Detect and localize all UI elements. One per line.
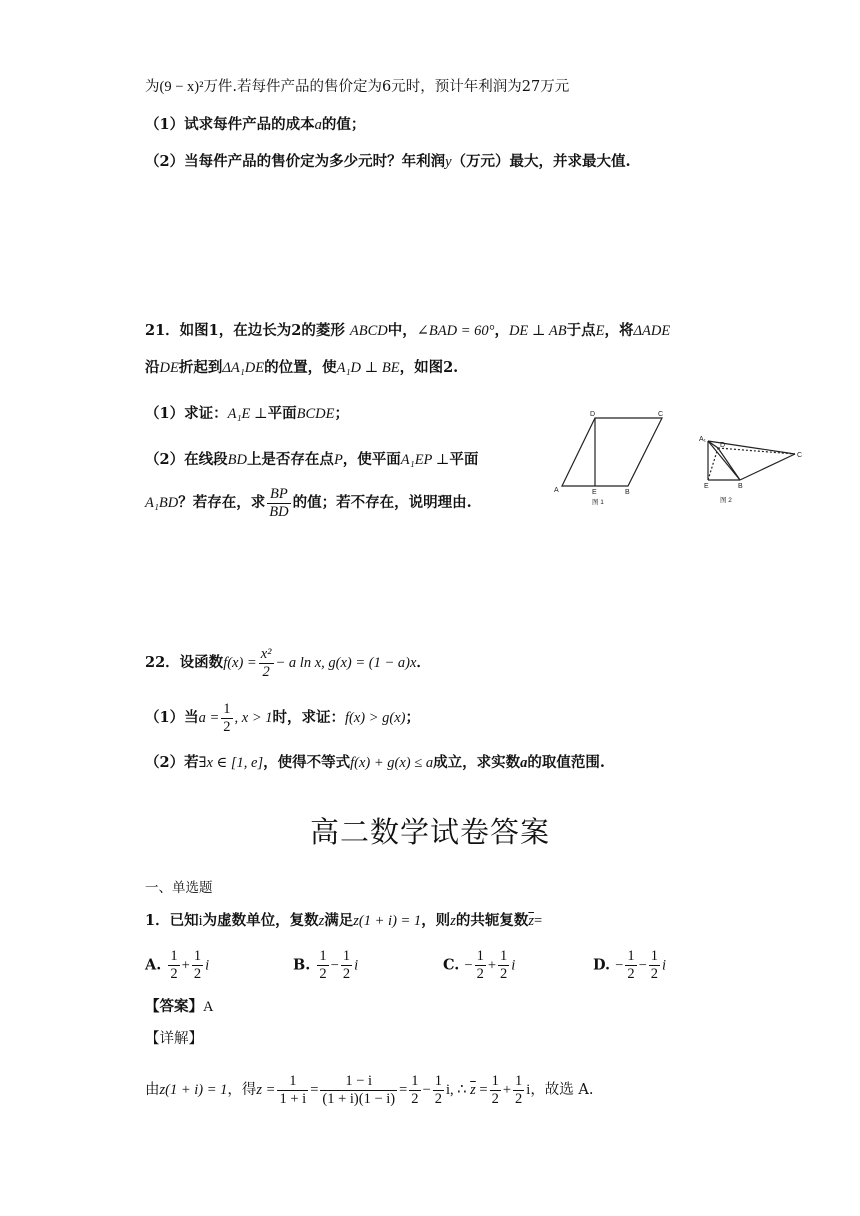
text: （2）在线段	[145, 451, 228, 468]
text: 1．已知	[145, 912, 199, 929]
operator: −	[330, 957, 339, 974]
numerator: 1	[491, 1072, 499, 1089]
math: A₁D ⊥ BE	[336, 360, 400, 376]
fraction	[625, 948, 636, 983]
q1-stem	[145, 910, 542, 932]
denominator: 2	[319, 966, 327, 982]
numerator: BP	[267, 486, 290, 504]
numerator: x²	[260, 645, 272, 662]
numerator: 1	[193, 948, 202, 964]
sign: −	[464, 957, 473, 974]
numerator: 1	[170, 948, 178, 964]
segment-dc	[718, 448, 795, 454]
math: =	[399, 1082, 408, 1098]
q20-part2	[145, 151, 631, 173]
label-e: E	[592, 489, 597, 496]
label-c2: C	[797, 452, 803, 459]
text: 由	[145, 1082, 160, 1098]
math: DE ⊥ AB	[508, 323, 567, 339]
denominator: 2	[500, 966, 508, 982]
denominator: 2	[411, 1090, 419, 1107]
math: ΔADE	[633, 323, 671, 339]
math: A₁EP ⊥	[400, 452, 450, 468]
label-b: B	[625, 489, 630, 496]
q21-part1	[145, 403, 349, 425]
numerator: 1	[411, 1072, 419, 1089]
imag-unit: i	[511, 957, 516, 974]
label-e2: E	[704, 483, 709, 490]
text: ，故选 A.	[530, 1082, 594, 1098]
text: （1）当	[145, 709, 199, 726]
denominator: 2	[342, 966, 351, 982]
text: 的取值范围.	[527, 754, 605, 771]
math: z =	[256, 1082, 276, 1098]
text: 沿	[145, 359, 160, 376]
math: $\overline{z}$	[470, 1082, 476, 1098]
figure-1	[562, 418, 662, 486]
text: 万件.若每件产品的售价定为6元时，预计年利润为27万元	[203, 79, 570, 95]
fraction	[433, 1073, 444, 1108]
denominator: 1 + i	[279, 1090, 307, 1107]
text: 成立，求实数	[433, 754, 521, 771]
operator: +	[487, 957, 497, 974]
math: ∠BAD = 60°	[416, 323, 495, 339]
fig2-caption: 图 2	[720, 497, 732, 504]
math: a	[520, 755, 528, 771]
math: −	[422, 1082, 431, 1098]
math: ∃x ∈ [1, e]	[198, 755, 264, 771]
denominator: 2	[627, 966, 635, 982]
math: z	[318, 913, 325, 929]
label-b2: B	[738, 483, 743, 490]
fraction	[498, 948, 509, 983]
denominator: 2	[170, 966, 178, 982]
text: 满足	[324, 912, 354, 929]
q21-line1	[145, 320, 670, 342]
q21-part2-cont	[145, 483, 472, 523]
detail-label: 【详解】	[145, 1031, 203, 1047]
text: ，使得不等式	[263, 754, 351, 771]
math: , x > 1	[234, 710, 273, 726]
text: 时，求证：	[272, 709, 345, 726]
imag-unit: i	[354, 957, 359, 974]
math-var: y	[445, 154, 452, 170]
fraction-1-2	[221, 701, 232, 736]
text: 为虚数单位，复数	[202, 912, 319, 929]
text: 平面	[267, 405, 297, 422]
operator: −	[638, 957, 647, 974]
fraction	[490, 1073, 501, 1108]
fraction	[513, 1073, 524, 1108]
math: ΔA₁DE	[222, 360, 265, 376]
math: − a ln x, g(x) = (1 − a)x	[275, 655, 417, 671]
math: z(1 + i) = 1	[159, 1082, 228, 1098]
label-a1: A₁	[699, 436, 707, 443]
text: （1）求证：	[145, 405, 228, 422]
option-b[interactable]	[293, 948, 358, 983]
math: i	[526, 1082, 531, 1098]
option-a[interactable]	[145, 948, 209, 983]
option-label: A.	[145, 956, 162, 974]
numerator: 1	[277, 1073, 308, 1091]
math: E	[595, 323, 605, 339]
denominator: 2	[491, 1090, 499, 1107]
math: =	[534, 913, 543, 929]
q20-part1	[145, 114, 365, 136]
text: 21．如图1，在边长为2的菱形	[145, 322, 345, 339]
math: f(x) > g(x)	[345, 710, 406, 726]
math: ABCD	[349, 323, 388, 339]
math: =	[310, 1082, 319, 1098]
label-a: A	[554, 487, 559, 494]
denominator: (1 + i)(1 − i)	[322, 1090, 396, 1107]
option-label: C.	[443, 956, 460, 974]
text: （1）试求每件产品的成本	[145, 116, 315, 133]
text: 的值；	[321, 116, 366, 133]
numerator: 1	[500, 948, 508, 964]
math: f(x) =	[223, 655, 257, 671]
answer-value: A	[203, 999, 214, 1015]
q21-part2	[145, 449, 478, 471]
denominator: 2	[434, 1090, 442, 1107]
fraction	[317, 948, 328, 983]
denominator: 2	[262, 663, 270, 680]
numerator: 1	[342, 948, 351, 964]
math-expr: (9 − x)²	[159, 79, 204, 95]
fraction-x2-2	[259, 646, 274, 681]
answer-title: 高二数学试卷答案	[309, 815, 550, 849]
numerator: 1	[476, 948, 484, 964]
text: ．	[416, 654, 431, 671]
text: ，如图2.	[399, 359, 459, 376]
option-c[interactable]	[443, 948, 515, 983]
text: （2）若	[145, 754, 199, 771]
text: ，则	[421, 912, 451, 929]
text: 的共轭复数	[455, 912, 529, 929]
text: ；	[405, 709, 420, 726]
detail-solution	[145, 1066, 594, 1114]
text: 中，	[387, 322, 417, 339]
text: （万元）最大，并求最大值.	[451, 153, 631, 170]
q22-part1	[145, 696, 420, 740]
rhombus-abcd	[562, 418, 662, 486]
q21-line2	[145, 357, 458, 379]
numerator: 1	[650, 948, 659, 964]
text: ，得	[227, 1082, 257, 1098]
denominator: 2	[650, 966, 659, 982]
section-heading: 一、单选题	[145, 880, 213, 896]
imag-unit: i	[205, 957, 210, 974]
segment-bc	[740, 454, 795, 480]
text: ；	[334, 405, 349, 422]
text: 的位置，使	[264, 359, 337, 376]
text: 上是否存在点	[246, 451, 334, 468]
numerator: 1 − i	[320, 1073, 397, 1091]
label-d2: D	[720, 442, 726, 449]
text: ，	[494, 322, 509, 339]
text: 的值；若不存在，说明理由.	[292, 494, 472, 511]
option-label: B.	[293, 956, 311, 974]
imag-unit: i	[662, 957, 667, 974]
segment-db	[718, 448, 740, 480]
numerator: 1	[319, 948, 327, 964]
option-d[interactable]	[593, 948, 666, 983]
fraction	[341, 948, 352, 983]
math: =	[475, 1082, 488, 1098]
text: （2）当每件产品的售价定为多少元时？年利润	[145, 153, 446, 170]
text: 折起到	[178, 359, 223, 376]
math: DE	[159, 360, 179, 376]
math: z	[450, 913, 456, 929]
text: 22．设函数	[145, 654, 224, 671]
fraction	[168, 948, 179, 983]
numerator: 1	[434, 1072, 442, 1089]
operator: +	[181, 957, 190, 974]
segment-ed	[708, 448, 718, 480]
fraction	[192, 948, 203, 983]
fraction	[475, 948, 486, 983]
math: A₁E ⊥	[227, 406, 268, 422]
math: $\overline{z}$	[528, 913, 534, 929]
numerator: 1	[515, 1072, 523, 1089]
denominator: 2	[515, 1090, 523, 1107]
q20-intro	[145, 76, 569, 98]
denominator: 2	[193, 966, 202, 982]
math: P	[333, 452, 343, 468]
math: i	[198, 913, 203, 929]
text: ，将	[604, 322, 634, 339]
sign: −	[615, 957, 624, 974]
q22-stem	[145, 640, 431, 686]
fig1-caption: 图 1	[592, 499, 604, 506]
text: ，使平面	[342, 451, 401, 468]
denominator: 2	[223, 718, 231, 735]
math: BD	[227, 452, 247, 468]
answer-label: 【答案】	[145, 998, 203, 1015]
text: 于点	[566, 322, 596, 339]
math: a =	[198, 710, 220, 726]
fraction	[320, 1073, 397, 1108]
answer-line	[145, 996, 213, 1018]
fraction-bp-bd	[267, 486, 290, 521]
math: +	[502, 1082, 512, 1098]
label-d: D	[590, 411, 596, 418]
q22-part2	[145, 752, 605, 774]
math-var: a	[314, 117, 322, 133]
text: 平面	[449, 451, 479, 468]
numerator: 1	[223, 700, 231, 717]
q21-figures	[550, 408, 810, 513]
math: z(1 + i) = 1	[353, 913, 422, 929]
math: i, ∴	[445, 1082, 471, 1098]
math: BCDE	[296, 406, 335, 422]
fraction	[277, 1073, 308, 1108]
fraction	[649, 948, 660, 983]
math: f(x) + g(x) ≤ a	[350, 755, 434, 771]
text: ？若存在，求	[178, 494, 266, 511]
fraction	[409, 1073, 420, 1108]
option-label: D.	[593, 956, 611, 974]
numerator: 1	[627, 948, 635, 964]
label-c: C	[658, 411, 664, 418]
text: 为	[145, 79, 160, 95]
denominator: BD	[269, 503, 289, 520]
math: A₁BD	[145, 495, 179, 511]
denominator: 2	[476, 966, 484, 982]
